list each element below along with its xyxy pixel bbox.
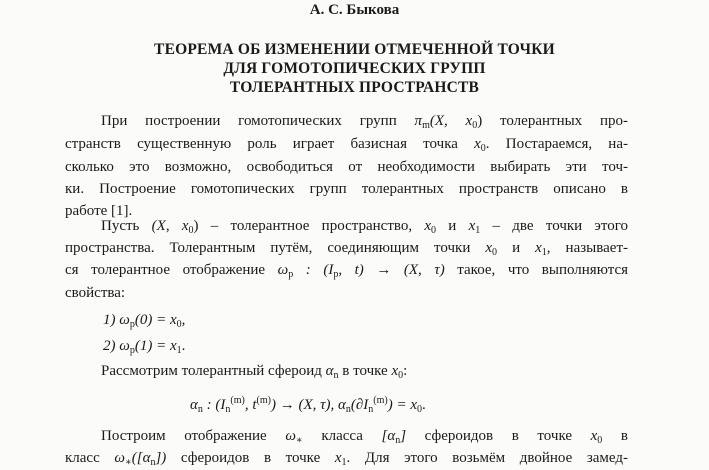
- title-line-2: ДЛЯ ГОМОТОПИЧЕСКИХ ГРУПП: [223, 60, 486, 77]
- paragraph-1-line-5: работе [1].: [65, 203, 133, 219]
- author-name: А. С. Быкова: [309, 2, 400, 18]
- paragraph-1-line-1: При построении гомотопических групп $\pi_m(X$, $x_0$) толерантных про-: [101, 113, 628, 131]
- paragraph-1-line-4: ки. Построение гомотопических групп толерантных пространств описано в: [65, 181, 628, 197]
- title-line-3: ТОЛЕРАНТНЫХ ПРОСТРАНСТВ: [229, 79, 480, 96]
- property-2: 2) $\omega_p(1) = x_1$.: [103, 338, 186, 356]
- paragraph-1-line-2: странств существенную роль играет базисная точка $x_0$. Постараемся, на-: [65, 136, 628, 154]
- paragraph-2-line-3: ся толерантное отображение $\omega_p$ : ($I_p$, t) → (X, τ) такое, что выполняются: [65, 262, 628, 280]
- paper-title: [0, 40, 709, 97]
- paragraph-2-line-4: свойства:: [65, 285, 126, 301]
- paragraph-3: Рассмотрим толерантный сфероид $\alpha_n$ в точке $x_0$:: [101, 363, 408, 381]
- property-1: 1) $\omega_p(0) = x_0$,: [103, 312, 186, 330]
- paragraph-2-line-1: Пусть (X, $x_0$) – толерантное пространство, $x_0$ и $x_1$ – две точки этого: [101, 218, 629, 236]
- paragraph-4-line-2: класс $\omega_∗([\alpha_n])$ сфероидов в точке $x_1$. Для этого возьмём двойное замед-: [65, 450, 629, 468]
- title-line-1: ТЕОРЕМА ОБ ИЗМЕНЕНИИ ОТМЕЧЕННОЙ ТОЧКИ: [154, 41, 555, 58]
- paragraph-2-line-2: пространства. Толерантным путём, соединяющим точки $x_0$ и $x_1$, называет-: [65, 240, 628, 258]
- equation-spheroid: $\alpha_n$ : ($I_n^{(m)}$, $t^{(m)}) \to (X$, τ), $\alpha_n(\partial I_n^{(m)}) = x_0$.: [190, 395, 426, 415]
- paragraph-4-line-1: Построим отображение $\omega_∗$ класса $[\alpha_n]$ сфероидов в точке $x_0$ в: [101, 428, 628, 446]
- paragraph-1-line-3: сколько это возможно, освободиться от необходимости выбирать эти точ-: [65, 159, 628, 175]
